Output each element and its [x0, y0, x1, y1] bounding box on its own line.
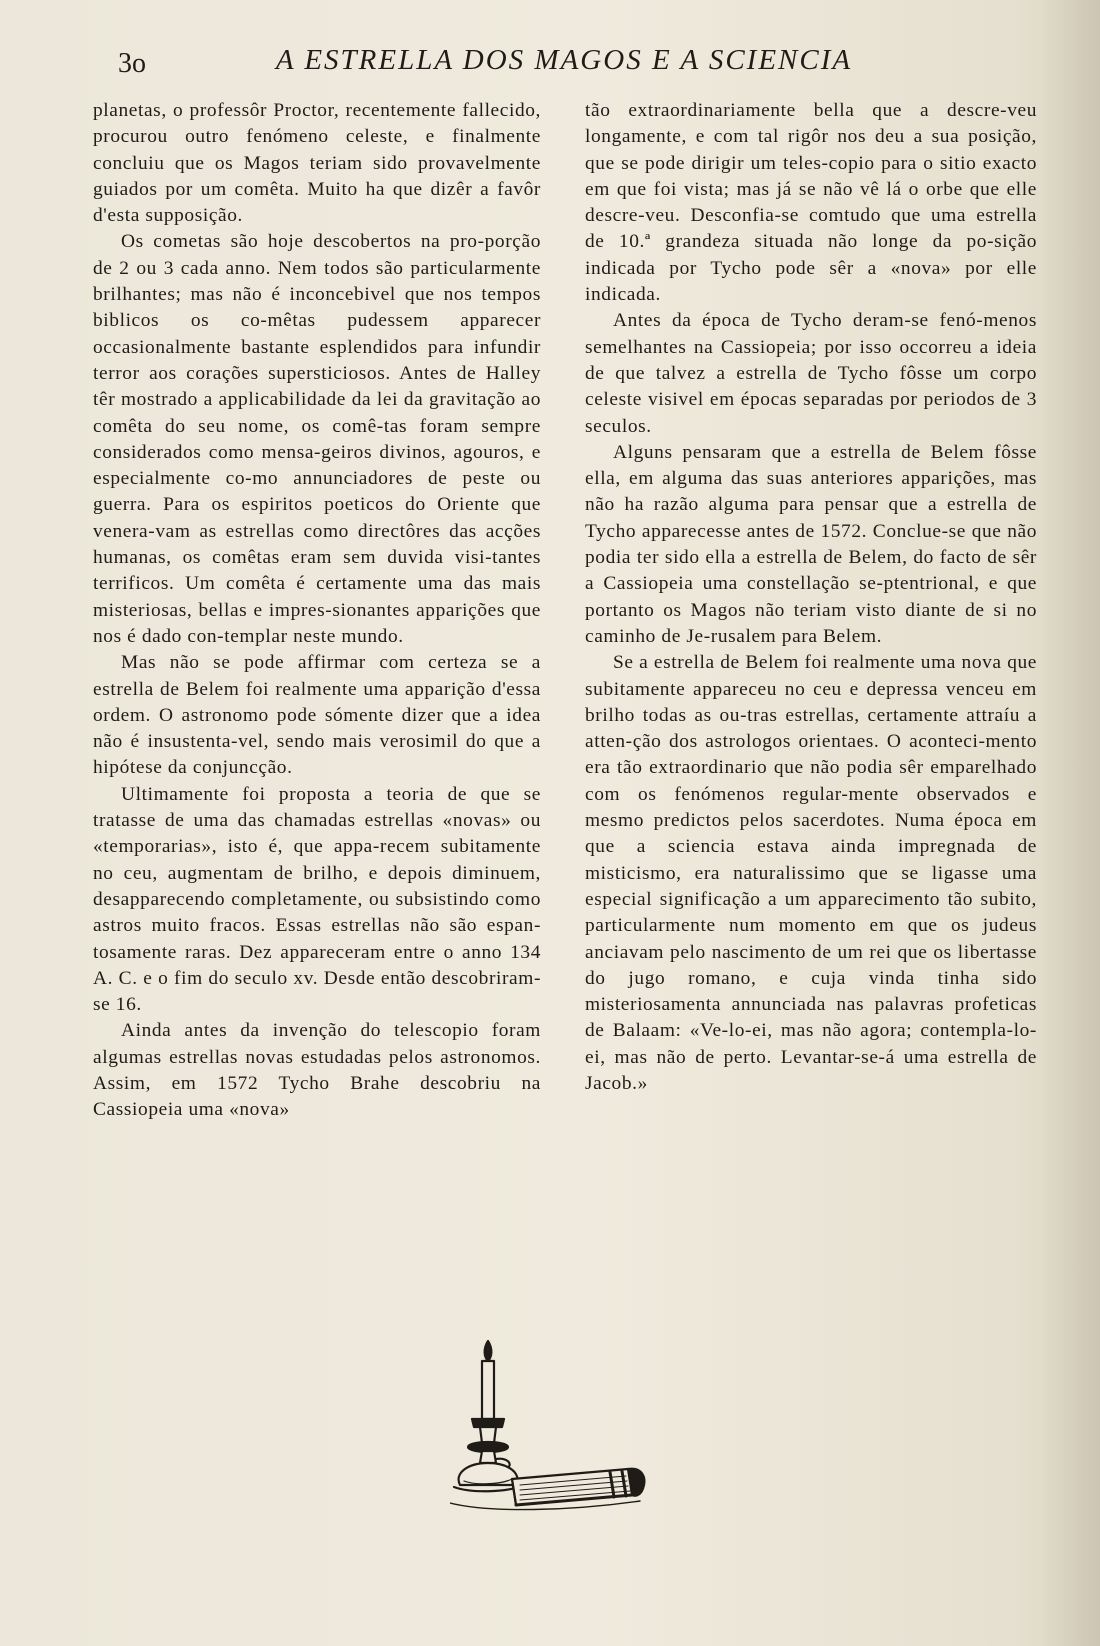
paragraph: Alguns pensaram que a estrella de Belem fôsse ella, em alguma das suas anteriores apparições, mas não ha razão alguma para pensar que a estrella de Tycho apparecesse antes de 1572. Conclue-se que não podia ter sido ella a estrella de Belem, do facto de sêr a Cassiopeia uma constellação se-ptentrional, e que portanto os Magos não teriam visto diante de si no caminho de Je-rusalem para Belem. [585, 441, 1037, 647]
paragraph: tão extraordinariamente bella que a descre-veu longamente, e com tal rigôr nos deu a sua posição, que se pode dirigir um teles-copio para o sitio exacto em que foi vista; mas já se não vê lá o orbe que elle descre-veu. Desconfia-se comtudo que uma estrella de 10.ª grandeza situada não longe da po-sição indicada por Tycho pode sêr a «nova» por elle indicada. [585, 100, 1037, 306]
paragraph: Ultimamente foi proposta a teoria de que se tratasse de uma das chamadas estrellas «novas» ou «temporarias», isto é, que appa-recem subitamente no ceu, augmentam de brilho, e depois diminuem, desapparecendo completamente, ou subsistindo como astros muito fracos. Essas estrellas não são espan-tosamente raras. Dez appareceram entre o anno 134 A. C. e o fim do seculo xv. Desde então descobriram-se 16. [93, 783, 541, 1016]
page-edge-shadow [1040, 0, 1100, 1646]
paragraph: Os cometas são hoje descobertos na pro-porção de 2 ou 3 cada anno. Nem todos são particularmente brilhantes; mas não é inconcebivel que nos tempos biblicos os co-mêtas pudessem apparecer occasionalmente bastante esplendidos para infundir terror aos corações supersticiosos. Antes de Halley têr mostrado a applicabilidade da lei da gravitação ao comêta do seu nome, os comê-tas foram sempre considerados como mensa-geiros divinos, agouros, e especialmente co-mo annunciadores de peste ou guerra. Para os espiritos poeticos do Oriente que venera-vam as estrellas como directôres das acções humanas, os comêtas eram sem duvida visi-tantes terrificos. Um comêta é certamente uma das mais misteriosas, bellas e impres-sionantes apparições que nos é dado con-templar neste mundo. [93, 231, 541, 647]
right-column [585, 98, 1037, 1097]
paragraph: Antes da época de Tycho deram-se fenó-menos semelhantes na Cassiopeia; por isso occorreu a ideia de que talvez a estrella de Tycho fôsse um corpo celeste visivel em épocas separadas por periodos de 3 seculos. [585, 310, 1037, 437]
candle-and-book-illustration [450, 1335, 660, 1525]
paragraph: Mas não se pode affirmar com certeza se a estrella de Belem foi realmente uma apparição d'essa ordem. O astronomo pode sómente dizer que a idea não é insustenta-vel, sendo mais verosimil do que a hipótese da conjuncção. [93, 652, 541, 779]
left-column [93, 98, 541, 1124]
paragraph: Se a estrella de Belem foi realmente uma nova que subitamente appareceu no ceu e depressa venceu em brilho todas as ou-tras estrellas, certamente attraíu a atten-ção dos astrologos orientaes. O aconteci-mento era tão extraordinario que não podia sêr emparelhado com os fenómenos regular-mente observados e mesmo predictos pelos sacerdotes. Numa época em que a sciencia estava ainda impregnada de misticismo, era naturalissimo que se ligasse uma especial significação a um apparecimento tão subito, particularmente num momento em que os judeus anciavam pelo nascimento de um rei que os libertasse do jugo romano, e cuja vinda tinha sido misteriosamenta annunciada nas palavras profeticas de Balaam: «Ve-lo-ei, mas não agora; contempla-lo-ei, mas não de perto. Levantar-se-á uma estrella de Jacob.» [585, 652, 1037, 1094]
page-number: 3o [118, 48, 146, 79]
running-header [118, 44, 950, 88]
paragraph: Ainda antes da invenção do telescopio foram algumas estrellas novas estudadas pelos astronomos. Assim, em 1572 Tycho Brahe descobriu na Cassiopeia uma «nova» [93, 1020, 541, 1121]
running-title: A ESTRELLA DOS MAGOS E A SCIENCIA [275, 44, 853, 76]
paragraph: planetas, o professôr Proctor, recentemente fallecido, procurou outro fenómeno celeste, e finalmente concluiu que os Magos teriam sido provavelmente guiados por um comêta. Muito ha que dizêr a favôr d'esta supposição. [93, 100, 541, 227]
